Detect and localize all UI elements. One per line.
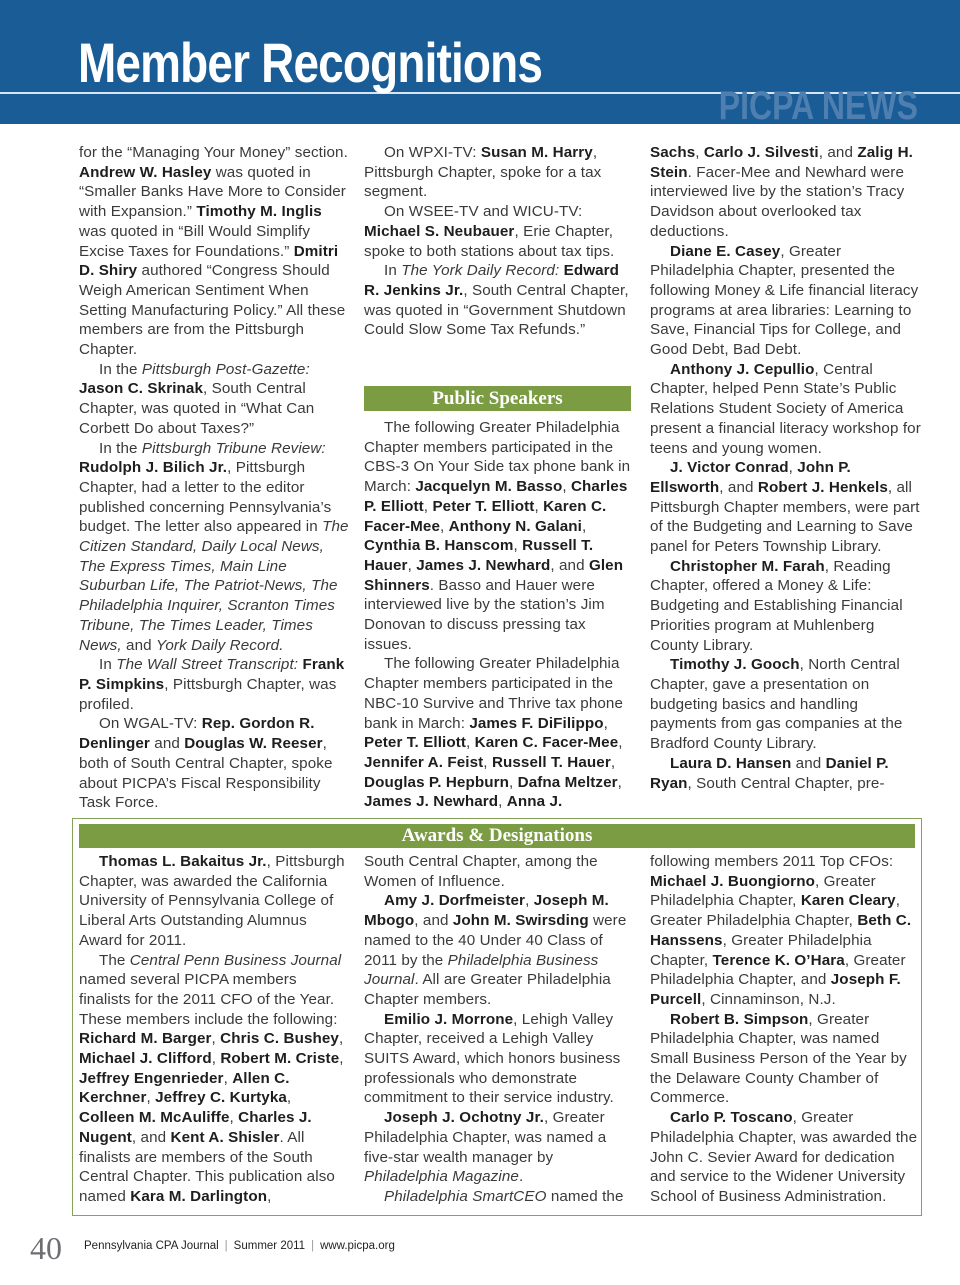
text-run: , Greater Philadelphia Chapter, was named Small Business Person of the Year by the Delaware County Chamber of Commerce. [650,1010,907,1107]
text-run: , South Central Chapter, was quoted in “What Can Corbett Do about Taxes?” [79,380,315,437]
member-name: Timothy M. Inglis [196,203,322,221]
member-name: Charles J. Nugent [79,1109,312,1146]
member-name: Anthony N. Galani [448,517,583,535]
paragraph [650,360,922,459]
publication-title: Philadelphia Magazine [364,1168,519,1186]
text-run: and [149,735,185,753]
text-run: , [603,714,608,732]
text-run: named several PICPA members finalists for the 2011 CFO of the Year. These members include the following: [79,971,338,1028]
publication-title: The Wall Street Transcript: [116,656,299,674]
text-run: , Greater Philadelphia Chapter, and [650,951,906,989]
text-run: , [440,517,449,535]
text-run: In the [99,439,142,457]
paragraph [650,242,922,360]
member-name: Amy J. Dorfmeister [384,892,526,910]
text-run: , [617,773,622,791]
member-name: Michael J. Clifford [79,1050,212,1068]
text-run: named the [546,1187,624,1205]
member-name: Karen C. Facer-Mee [474,734,619,752]
member-name: Joseph M. Mbogo [364,892,609,930]
member-name: Peter T. Elliott [364,734,467,752]
member-name: James J. Newhard [416,556,551,574]
member-name: Robert J. Henkels [757,478,888,496]
text-run: On WPXI-TV: [384,144,481,161]
member-name: Karen C. Facer-Mee [364,497,607,535]
member-name: Robert B. Simpson [670,1010,809,1028]
text-run: , Greater Philadelphia Chapter, [650,892,901,930]
text-run: authored “Congress Should Weigh American Sentiment When Setting Manufacturing Policy.” All these members are from the Pittsburgh Chapter. [79,262,346,359]
member-name: Allen C. Kerchner [79,1069,290,1107]
text-run: , [498,793,507,811]
text-run: , [525,892,534,910]
member-name: Beth C. Hanssens [650,912,912,949]
text-run: , [223,1069,233,1087]
member-name: Jeffrey C. Kurtyka [155,1089,287,1107]
text-run: , [562,478,571,496]
paragraph [650,1010,922,1109]
member-name: Robert M. Criste [220,1050,340,1068]
publication-title: Philadelphia SmartCEO [384,1187,547,1205]
member-name: Laura D. Hansen [670,754,792,772]
text-run: , South Central Chapter, was quoted in “Government Shutdown Could Slow Some Tax Refunds.” [364,281,629,339]
text-run: In the [99,360,142,378]
member-name: Peter T. Elliott [432,497,535,515]
paragraph [79,852,351,951]
text-run: , and [414,912,453,930]
text-run: , [610,753,616,771]
text-run: , [466,734,475,752]
text-run: , [423,497,433,515]
page-footer [0,1230,960,1270]
text-run: , Greater Philadelphia Chapter, was awarded the John C. Sevier Award for dedication and service to the Widener University School of Business Administration. [650,1109,918,1205]
text-run: , Greater Philadelphia Chapter, [650,872,876,910]
text-run: , Greater Philadelphia Chapter, presented the following Money & Life financial literacy programs at area libraries: Learning to Save, Financial Tips for College, and Good Debt, Bad Debt. [650,242,919,359]
member-name: Sachs [650,144,696,161]
text-run: , both of South Central Chapter, spoke about PICPA’s Fiscal Responsibility Task Force. [79,735,333,812]
text-run: , [483,753,492,771]
page-number: 40 [30,1230,62,1266]
member-name: Thomas L. Bakaitus Jr. [99,853,267,870]
member-name: Carlo J. Silvesti [703,144,819,161]
column-top-2a [364,143,636,340]
member-name: Cynthia B. Hanscom [364,537,514,555]
text-run: In [384,262,402,280]
text-run: , North Central Chapter, gave a presentation on budgeting basics and handling payments from gas companies at the Bradford County Library. [650,656,903,753]
text-run: , Lehigh Valley Chapter, received a Lehigh Valley SUITS Award, which honors business professionals who demonstrate commitment to their service industry. [364,1010,621,1107]
member-name: Emilio J. Morrone [384,1010,514,1028]
member-name: Daniel P. Ryan [650,754,889,792]
paragraph [364,1010,636,1109]
text-run: , and [719,478,758,496]
paragraph [364,891,636,1009]
text-run: was quoted in “Bill Would Simplify Excise Taxes for Foundations.” [79,222,311,260]
text-run: for the “Managing Your Money” section. [79,144,348,161]
member-name: James F. DiFilippo [469,714,604,732]
text-run: , all Pittsburgh Chapter members, were part of the Budgeting and Learning to Save panel for Peters Township Library. [650,478,920,556]
text-run: , [211,1030,221,1048]
member-name: Colleen M. McAuliffe [79,1109,230,1127]
awards-heading: Awards & Designations [79,824,915,848]
paragraph [364,202,636,261]
member-name: Diane E. Casey [670,242,781,260]
publication-title: Pittsburgh Post-Gazette: [141,360,310,378]
paragraph [650,655,922,754]
text-run: , Greater Philadelphia Chapter, was named a five-star wealth manager by [364,1109,607,1166]
text-run: . Facer-Mee and Newhard were interviewed live by the station’s Tracy Davidson about overlooked tax deductions. [650,163,905,240]
text-run: . All are Greater Philadelphia Chapter members. [364,971,611,1008]
text-run: On WGAL-TV: [99,715,202,733]
text-run: , and [131,1128,171,1146]
member-name: Rudolph J. Bilich Jr. [79,459,228,477]
section-label: PICPA NEWS [718,84,918,124]
text-run: following members 2011 Top CFOs: [650,853,894,870]
paragraph [364,1108,636,1187]
text-run: The following Greater Philadelphia Chapter members participated in the NBC-10 Survive and Thrive tax phone bank in March: [364,655,624,732]
member-name: Edward R. Jenkins Jr. [364,262,620,299]
member-name: Jason C. Skrinak [79,380,203,398]
text-run: , Pittsburgh Chapter, was awarded the California University of Pennsylvania College of Liberal Arts Outstanding Alumnus Award for 2011. [79,853,345,949]
text-run: On WSEE-TV and WICU-TV: [384,203,583,221]
member-name: Timothy J. Gooch [670,656,800,674]
column-top-2b [364,418,636,812]
paragraph [650,852,922,1010]
text-run: , Pittsburgh Chapter, spoke for a tax segment. [364,144,602,201]
member-name: Frank P. Simpkins [79,656,345,693]
member-name: Jeffrey Engenrieder [79,1069,224,1087]
paragraph [650,1108,922,1207]
member-name: Charles P. Elliott [364,478,628,515]
member-name: Anthony J. Cepullio [670,360,815,378]
text-run: In [99,656,117,674]
paragraph [79,143,351,360]
member-name: Michael J. Buongiorno [650,872,815,890]
paragraph [79,951,351,1207]
text-run: , Pittsburgh Chapter, was profiled. [79,675,337,713]
member-name: Kara M. Darlington [130,1187,268,1205]
footer-separator: | [224,1240,228,1252]
public-speakers-heading: Public Speakers [364,386,631,411]
text-run: The [99,951,130,969]
paragraph [79,360,351,439]
text-run: , South Central Chapter, pre- [687,774,885,792]
member-name: James J. Newhard [364,793,499,811]
member-name: Kent A. Shisler [170,1128,280,1146]
paragraph [650,557,922,656]
text-run: , Central Chapter, helped Penn State’s Public Relations Student Society of America present a financial literacy workshop for teens and young women. [650,360,921,457]
column-bottom-2 [364,852,636,1207]
text-run: was quoted in “Smaller Banks Have More to Consider with Expansion.” [79,163,346,221]
member-name: John P. Ellsworth [650,459,851,496]
paragraph [364,261,636,340]
text-run: were named to the 40 Under 40 Class of 2011 by the [364,912,627,969]
member-name: Dafna Meltzer [517,773,618,791]
publication-title: The Citizen Standard, Daily Local News, The Express Times, Main Line Suburban Life, The Patriot-News, The Philadelphia Inquirer, Scranton Times Tribune, The Times Leader, Times News, [79,518,349,654]
member-name: Glen Shinners [364,556,624,594]
paragraph [364,143,636,202]
publication-title: Central Penn Business Journal [129,951,342,969]
text-run: and [121,636,156,654]
member-name: Chris C. Bushey [220,1030,339,1048]
column-bottom-3 [650,852,922,1207]
member-name: J. Victor Conrad [670,459,789,477]
member-name: Jennifer A. Feist [364,753,484,771]
text-run: , [582,517,587,535]
text-run: and [791,754,826,772]
text-run: , [618,734,623,752]
paragraph [650,143,922,242]
footer-issue: Summer 2011 [233,1240,306,1252]
paragraph [79,714,351,813]
paragraph [364,1187,636,1207]
paragraph [79,655,351,714]
text-run: South Central Chapter, among the Women of Influence. [364,853,598,890]
column-bottom-1 [79,852,351,1207]
publication-title: Philadelphia Business Journal [364,951,599,989]
header-banner [0,0,960,124]
text-run: , [211,1050,221,1068]
text-run: , Greater Philadelphia Chapter, [650,931,872,969]
text-run: The following Greater Philadelphia Chapter members participated in the CBS-3 On Your Side tax phone bank in March: [364,419,631,496]
footer-url[interactable]: www.picpa.org [320,1240,395,1252]
text-run: , Pittsburgh Chapter, had a letter to the editor published concerning Pennsylvania’s budget. The letter also appeared in [79,459,332,536]
member-name: Terence K. O’Hara [712,951,845,969]
text-run: , Reading Chapter, offered a Money & Life: Budgeting and Establishing Financial Priorities program at Muhlenberg County Library. [650,557,903,654]
text-run: , and [818,144,858,161]
member-name: Karen Cleary [800,892,896,910]
column-top-3 [650,143,922,793]
member-name: Michael S. Neubauer [364,222,515,240]
member-name: Susan M. Harry [480,144,593,161]
text-run: . All finalists are members of the South Central Chapter. This publication also named [79,1128,335,1205]
member-name: Zalig H. Stein [650,144,913,181]
paragraph [650,458,922,557]
footer-publication: Pennsylvania CPA Journal [84,1240,219,1252]
member-name: Andrew W. Hasley [79,163,212,181]
member-name: Rep. Gordon R. Denlinger [79,715,315,753]
member-name: John M. Swirsding [452,912,589,930]
publication-title: Pittsburgh Tribune Review: [141,439,326,457]
text-run: , [267,1187,272,1205]
text-run: . [518,1168,524,1186]
text-run: , [534,497,544,515]
member-name: Christopher M. Farah [670,557,825,575]
paragraph [79,439,351,656]
member-name: Joseph J. Ochotny Jr. [384,1109,544,1127]
text-run: , and [550,556,589,574]
paragraph [650,754,922,793]
member-name: Douglas W. Reeser [184,735,323,753]
paragraph [364,418,636,654]
text-run: , [788,459,798,477]
text-run: , Cinnaminson, N.J. [701,990,836,1008]
member-name: Jacquelyn M. Basso [415,478,563,496]
member-name: Richard M. Barger [79,1030,212,1048]
page-title: Member Recognitions [78,31,543,94]
column-top-1 [79,143,351,813]
text-run: , [508,773,518,791]
member-name: Anna J. [506,793,563,811]
member-name: Douglas P. Hepburn [364,773,509,791]
footer-info [84,1240,395,1252]
publication-title: York Daily Record. [155,636,284,654]
text-run: , [286,1089,292,1107]
member-name: Russell T. Hauer [491,753,611,771]
paragraph [364,654,636,812]
text-run: , Erie Chapter, spoke to both stations about tax tips. [364,222,615,260]
member-name: Russell T. Hauer [364,537,594,574]
text-run: , [407,556,417,574]
text-run: , [338,1030,344,1048]
text-run: , [695,144,704,161]
member-name: Dmitri D. Shiry [79,242,339,280]
text-run: , [146,1089,156,1107]
text-run: . Basso and Hauer were interviewed live by the station’s Jim Donovan to discuss pressing tax issues. [364,576,605,653]
text-run: , [229,1109,239,1127]
paragraph [364,852,636,891]
text-run: , [339,1050,344,1068]
member-name: Joseph F. Purcell [650,971,901,1008]
publication-title: The York Daily Record: [401,262,560,280]
text-run: , [513,537,523,555]
member-name: Carlo P. Toscano [670,1109,793,1127]
footer-separator: | [311,1240,315,1252]
